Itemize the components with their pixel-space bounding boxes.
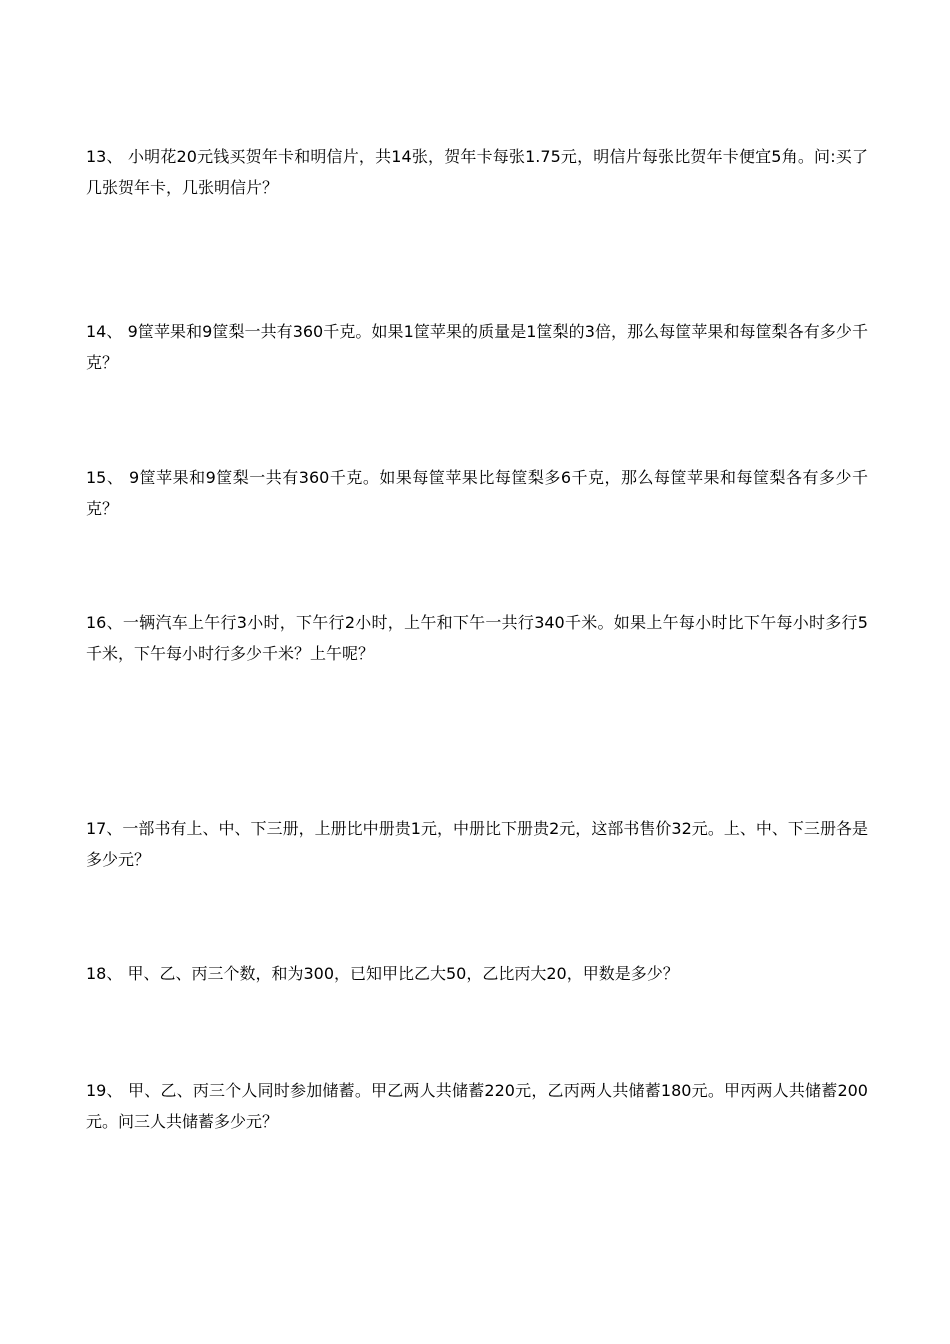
problem-number: 18、 <box>86 964 123 983</box>
problem-number: 15、 <box>86 468 124 487</box>
problem-number: 13、 <box>86 147 123 166</box>
problem-text: 甲、乙、丙三个数，和为300，已知甲比乙大50，乙比丙大20，甲数是多少？ <box>122 964 679 983</box>
problem-text: 一辆汽车上午行3小时，下午行2小时，上午和下午一共行340千米。如果上午每小时比下午每小时多行5千米，下午每小时行多少千米？上午呢？ <box>86 613 868 663</box>
problem-18 <box>86 958 868 989</box>
problem-text: 小明花20元钱买贺年卡和明信片，共14张，贺年卡每张1.75元，明信片每张比贺年卡便宜5角。问:买了几张贺年卡，几张明信片？ <box>86 147 868 197</box>
problem-number: 14、 <box>86 322 123 341</box>
problem-text: 9筐苹果和9筐梨一共有360千克。如果每筐苹果比每筐梨多6千克，那么每筐苹果和每筐梨各有多少千克？ <box>86 468 868 518</box>
problem-text: 甲、乙、丙三个人同时参加储蓄。甲乙两人共储蓄220元，乙丙两人共储蓄180元。甲丙两人共储蓄200元。问三人共储蓄多少元？ <box>86 1081 868 1131</box>
problem-16 <box>86 607 868 669</box>
problem-13 <box>86 141 868 203</box>
problem-number: 16、 <box>86 613 123 632</box>
problem-text: 9筐苹果和9筐梨一共有360千克。如果1筐苹果的质量是1筐梨的3倍，那么每筐苹果和每筐梨各有多少千克？ <box>86 322 868 372</box>
problem-text: 一部书有上、中、下三册，上册比中册贵1元，中册比下册贵2元，这部书售价32元。上、中、下三册各是多少元？ <box>86 819 868 869</box>
problem-15 <box>86 462 868 524</box>
problem-14 <box>86 316 868 378</box>
problem-19 <box>86 1075 868 1137</box>
problem-17 <box>86 813 868 875</box>
problem-number: 17、 <box>86 819 123 838</box>
problem-number: 19、 <box>86 1081 123 1100</box>
